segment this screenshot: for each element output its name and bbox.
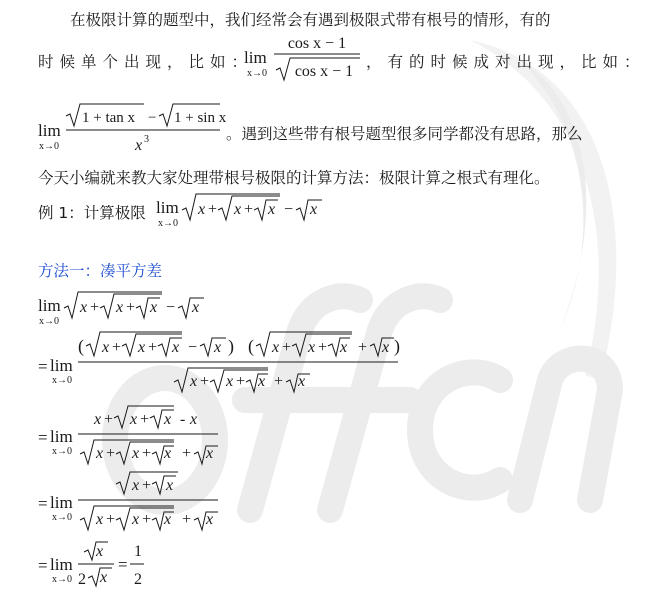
lim-subscript: x→0	[52, 574, 72, 585]
svg-text:+: +	[112, 339, 122, 356]
svg-text:x: x	[150, 299, 158, 316]
svg-text:x: x	[268, 201, 276, 218]
lim-symbol: lim	[38, 121, 61, 140]
tan-sin-fraction	[64, 102, 227, 158]
final-numerator: 1	[134, 543, 142, 560]
step0-expression	[62, 288, 212, 324]
svg-text:x: x	[116, 299, 124, 316]
svg-text:x: x	[172, 339, 180, 356]
svg-text:+: +	[126, 299, 136, 316]
svg-text:+: +	[318, 339, 328, 356]
step2-fraction	[78, 402, 228, 468]
tan-term: 1 + tan x	[82, 110, 136, 126]
svg-text:x: x	[100, 569, 108, 586]
example-label: 例 1：计算极限	[38, 204, 146, 222]
svg-text:x: x	[132, 477, 140, 494]
svg-text:): )	[228, 336, 234, 356]
svg-text:+: +	[106, 445, 116, 462]
lim-subscript: x→0	[52, 446, 72, 457]
lim-symbol: lim	[50, 356, 73, 375]
svg-text:+: +	[142, 511, 152, 528]
svg-text:x: x	[192, 299, 200, 316]
svg-text:x: x	[272, 339, 280, 356]
svg-text:-: -	[180, 411, 186, 428]
lim-subscript: x→0	[247, 68, 267, 79]
svg-text:x: x	[164, 511, 172, 528]
svg-text:(: (	[78, 336, 84, 356]
svg-text:+: +	[104, 411, 114, 428]
svg-text:x: x	[190, 373, 198, 390]
svg-text:x: x	[298, 373, 306, 390]
svg-text:+: +	[148, 339, 158, 356]
lim-subscript: x→0	[52, 512, 72, 523]
svg-text:x: x	[164, 411, 172, 428]
svg-text:x: x	[190, 411, 198, 428]
svg-text:x: x	[206, 511, 214, 528]
svg-text:+: +	[282, 339, 292, 356]
x-cubed: x	[135, 137, 143, 154]
svg-text:−: −	[188, 339, 198, 356]
lim-subscript: x→0	[158, 218, 178, 229]
intro-line-1: 在极限计算的题型中，我们经常会有遇到极限式带有根号的情形，有的	[70, 11, 551, 29]
svg-text:x: x	[130, 411, 138, 428]
svg-text:+: +	[142, 445, 152, 462]
svg-text:+: +	[358, 339, 368, 356]
lim-symbol: lim	[50, 555, 73, 574]
equals-sign: =	[38, 494, 48, 513]
svg-text:−: −	[284, 201, 294, 218]
svg-text:+: +	[236, 373, 246, 390]
lim-subscript: x→0	[39, 316, 59, 327]
svg-text:x: x	[226, 373, 234, 390]
svg-text:+: +	[182, 445, 192, 462]
svg-text:x: x	[258, 373, 266, 390]
intro-line-3: 。遇到这些带有根号题型很多同学都没有思路，那么	[226, 125, 583, 143]
svg-text:=: =	[118, 555, 128, 574]
svg-text:x: x	[80, 299, 88, 316]
svg-text:x: x	[310, 201, 318, 218]
svg-text:x: x	[198, 201, 206, 218]
lim-symbol: lim	[244, 48, 267, 67]
svg-text:x: x	[206, 445, 214, 462]
method-heading: 方法一：凑平方差	[38, 262, 163, 280]
svg-text:x: x	[308, 339, 316, 356]
intro-line-4: 今天小编就来教大家处理带根号极限的计算方法：极限计算之根式有理化。	[38, 169, 550, 187]
equals-sign: =	[38, 556, 48, 575]
cos-denominator: cos x − 1	[294, 63, 354, 80]
svg-text:+: +	[274, 373, 284, 390]
svg-text:−: −	[166, 299, 176, 316]
svg-text:x: x	[96, 511, 104, 528]
svg-text:x: x	[96, 543, 104, 560]
svg-text:+: +	[140, 411, 150, 428]
cos-numerator: cos x − 1	[287, 35, 347, 52]
svg-text:−: −	[148, 110, 157, 126]
svg-text:x: x	[138, 339, 146, 356]
intro-line-2-end: ，有的时候成对出现，比如：	[366, 53, 646, 71]
step1-fraction	[78, 330, 398, 396]
svg-text:x: x	[94, 411, 102, 428]
cube-exponent: 3	[144, 134, 149, 145]
equals-sign: =	[38, 357, 48, 376]
cos-fraction	[272, 30, 362, 86]
svg-text:x: x	[96, 445, 104, 462]
lim-symbol: lim	[38, 296, 61, 315]
svg-text:+: +	[200, 373, 210, 390]
svg-text:(: (	[248, 336, 254, 356]
svg-text:2: 2	[78, 571, 86, 588]
svg-text:+: +	[208, 201, 218, 218]
svg-text:x: x	[340, 339, 348, 356]
svg-text:+: +	[142, 477, 152, 494]
equals-sign: =	[38, 428, 48, 447]
svg-text:+: +	[182, 511, 192, 528]
svg-text:): )	[394, 336, 400, 356]
svg-text:x: x	[132, 511, 140, 528]
lim-symbol: lim	[50, 493, 73, 512]
lim-subscript: x→0	[52, 375, 72, 386]
svg-text:+: +	[244, 201, 254, 218]
final-denominator: 2	[134, 571, 142, 588]
lim-subscript: x→0	[39, 141, 59, 152]
svg-text:x: x	[132, 445, 140, 462]
svg-text:x: x	[214, 339, 222, 356]
svg-text:x: x	[102, 339, 110, 356]
svg-text:x: x	[382, 339, 390, 356]
svg-text:+: +	[90, 299, 100, 316]
lim-symbol: lim	[156, 198, 179, 217]
lim-symbol: lim	[50, 427, 73, 446]
sin-term: 1 + sin x	[174, 110, 227, 126]
svg-text:x: x	[166, 477, 174, 494]
svg-text:x: x	[164, 445, 172, 462]
step4-fraction	[78, 538, 158, 590]
svg-text:x: x	[234, 201, 242, 218]
example-expression	[180, 190, 330, 226]
svg-text:+: +	[106, 511, 116, 528]
step3-fraction	[78, 468, 228, 534]
intro-line-2-start: 时候单个出现，比如：	[38, 53, 254, 71]
